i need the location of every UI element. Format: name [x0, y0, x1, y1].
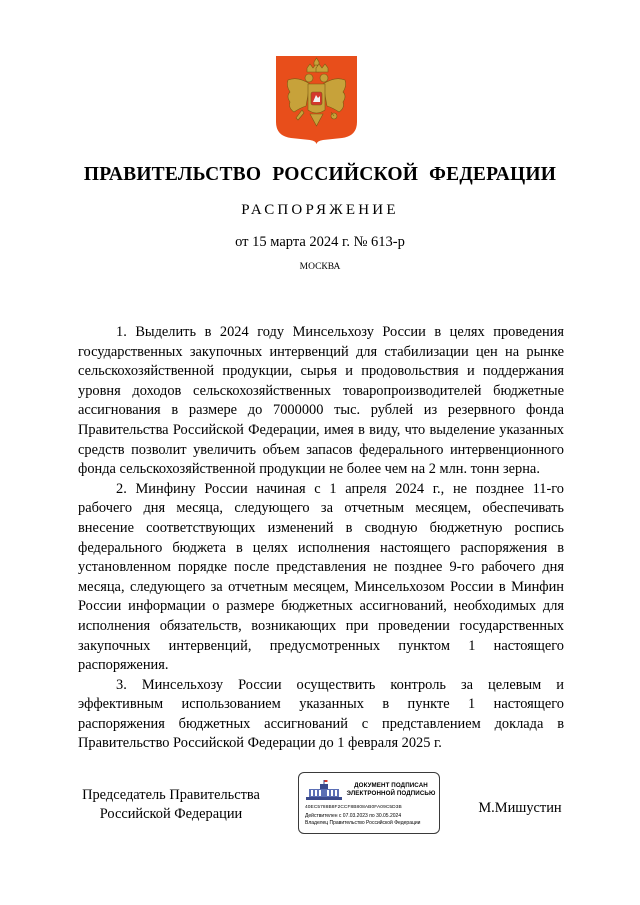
- paragraph-3: 3. Минсельхозу России осуществить контроль за целевым и эффективным использованием указанных в пункте 1 настоящего распоряжения бюджетных ассигнований с представлением доклада в Правительство Российской Федерации до 1 февраля 2025 г.: [78, 676, 564, 752]
- document-body: [78, 323, 564, 754]
- coat-of-arms-emblem: [276, 56, 357, 144]
- russian-coat-of-arms-icon: [276, 56, 357, 144]
- paragraph-2: 2. Минфину России начиная с 1 апреля 2024 г., не позднее 11-го рабочего дня месяца, следующего за отчетным месяцем, обеспечивать внесение соответствующих изменений в сводную бюджетную роспись федерального бюджета в целях исполнения настоящего распоряжения в установленном порядке после представления не позднее 9-го рабочего дня месяца, следующего за отчетным месяцем, Минсельхозом России в Минфин России информации о размере бюджетных ассигнований, необходимых для исполнения обязательств, возникающих при проведении государственных закупочных интервенций, предусмотренных пунктом 1 настоящего распоряжения.: [78, 480, 564, 674]
- document-date-number: от 15 марта 2024 г. № 613-р: [235, 234, 405, 250]
- stamp-owner: Владелец Правительство Российской Федерации: [305, 820, 421, 826]
- signer-position-line1: Председатель Правительства: [82, 787, 260, 803]
- document-type: РАСПОРЯЖЕНИЕ: [241, 202, 399, 218]
- stamp-serial: 40EC5788B8F2CCF8B808AB0FA09C5D3B: [305, 805, 402, 810]
- government-building-icon: [304, 779, 344, 803]
- stamp-heading-line1: ДОКУМЕНТ ПОДПИСАН: [354, 782, 428, 789]
- document-city: МОСКВА: [299, 262, 341, 272]
- signer-position: [60, 786, 282, 824]
- electronic-signature-stamp: [298, 772, 440, 834]
- stamp-heading-line2: ЭЛЕКТРОННОЙ ПОДПИСЬЮ: [346, 790, 436, 797]
- signer-position-line2: Российской Федерации: [99, 806, 243, 822]
- government-title: ПРАВИТЕЛЬСТВО РОССИЙСКОЙ ФЕДЕРАЦИИ: [83, 164, 557, 185]
- signer-name: М.Мишустин: [478, 800, 562, 816]
- paragraph-1: 1. Выделить в 2024 году Минсельхозу России в целях проведения государственных закупочных интервенций для стабилизации цен на рынке сельскохозяйственной продукции, сырья и продовольствия и поддержания уровня доходов сельскохозяйственных товаропроизводителей бюджетные ассигнования в размере до 7000000 тыс. рублей из резервного фонда Правительства Российской Федерации, имея в виду, что выделение указанных средств позволит увеличить объем запасов федерального интервенционного фонда сельскохозяйственной продукции не более чем на 2 млн. тонн зерна.: [78, 324, 564, 478]
- stamp-heading: [345, 782, 437, 798]
- stamp-validity: Действителен с 07.03.2023 по 30.05.2024: [305, 813, 402, 819]
